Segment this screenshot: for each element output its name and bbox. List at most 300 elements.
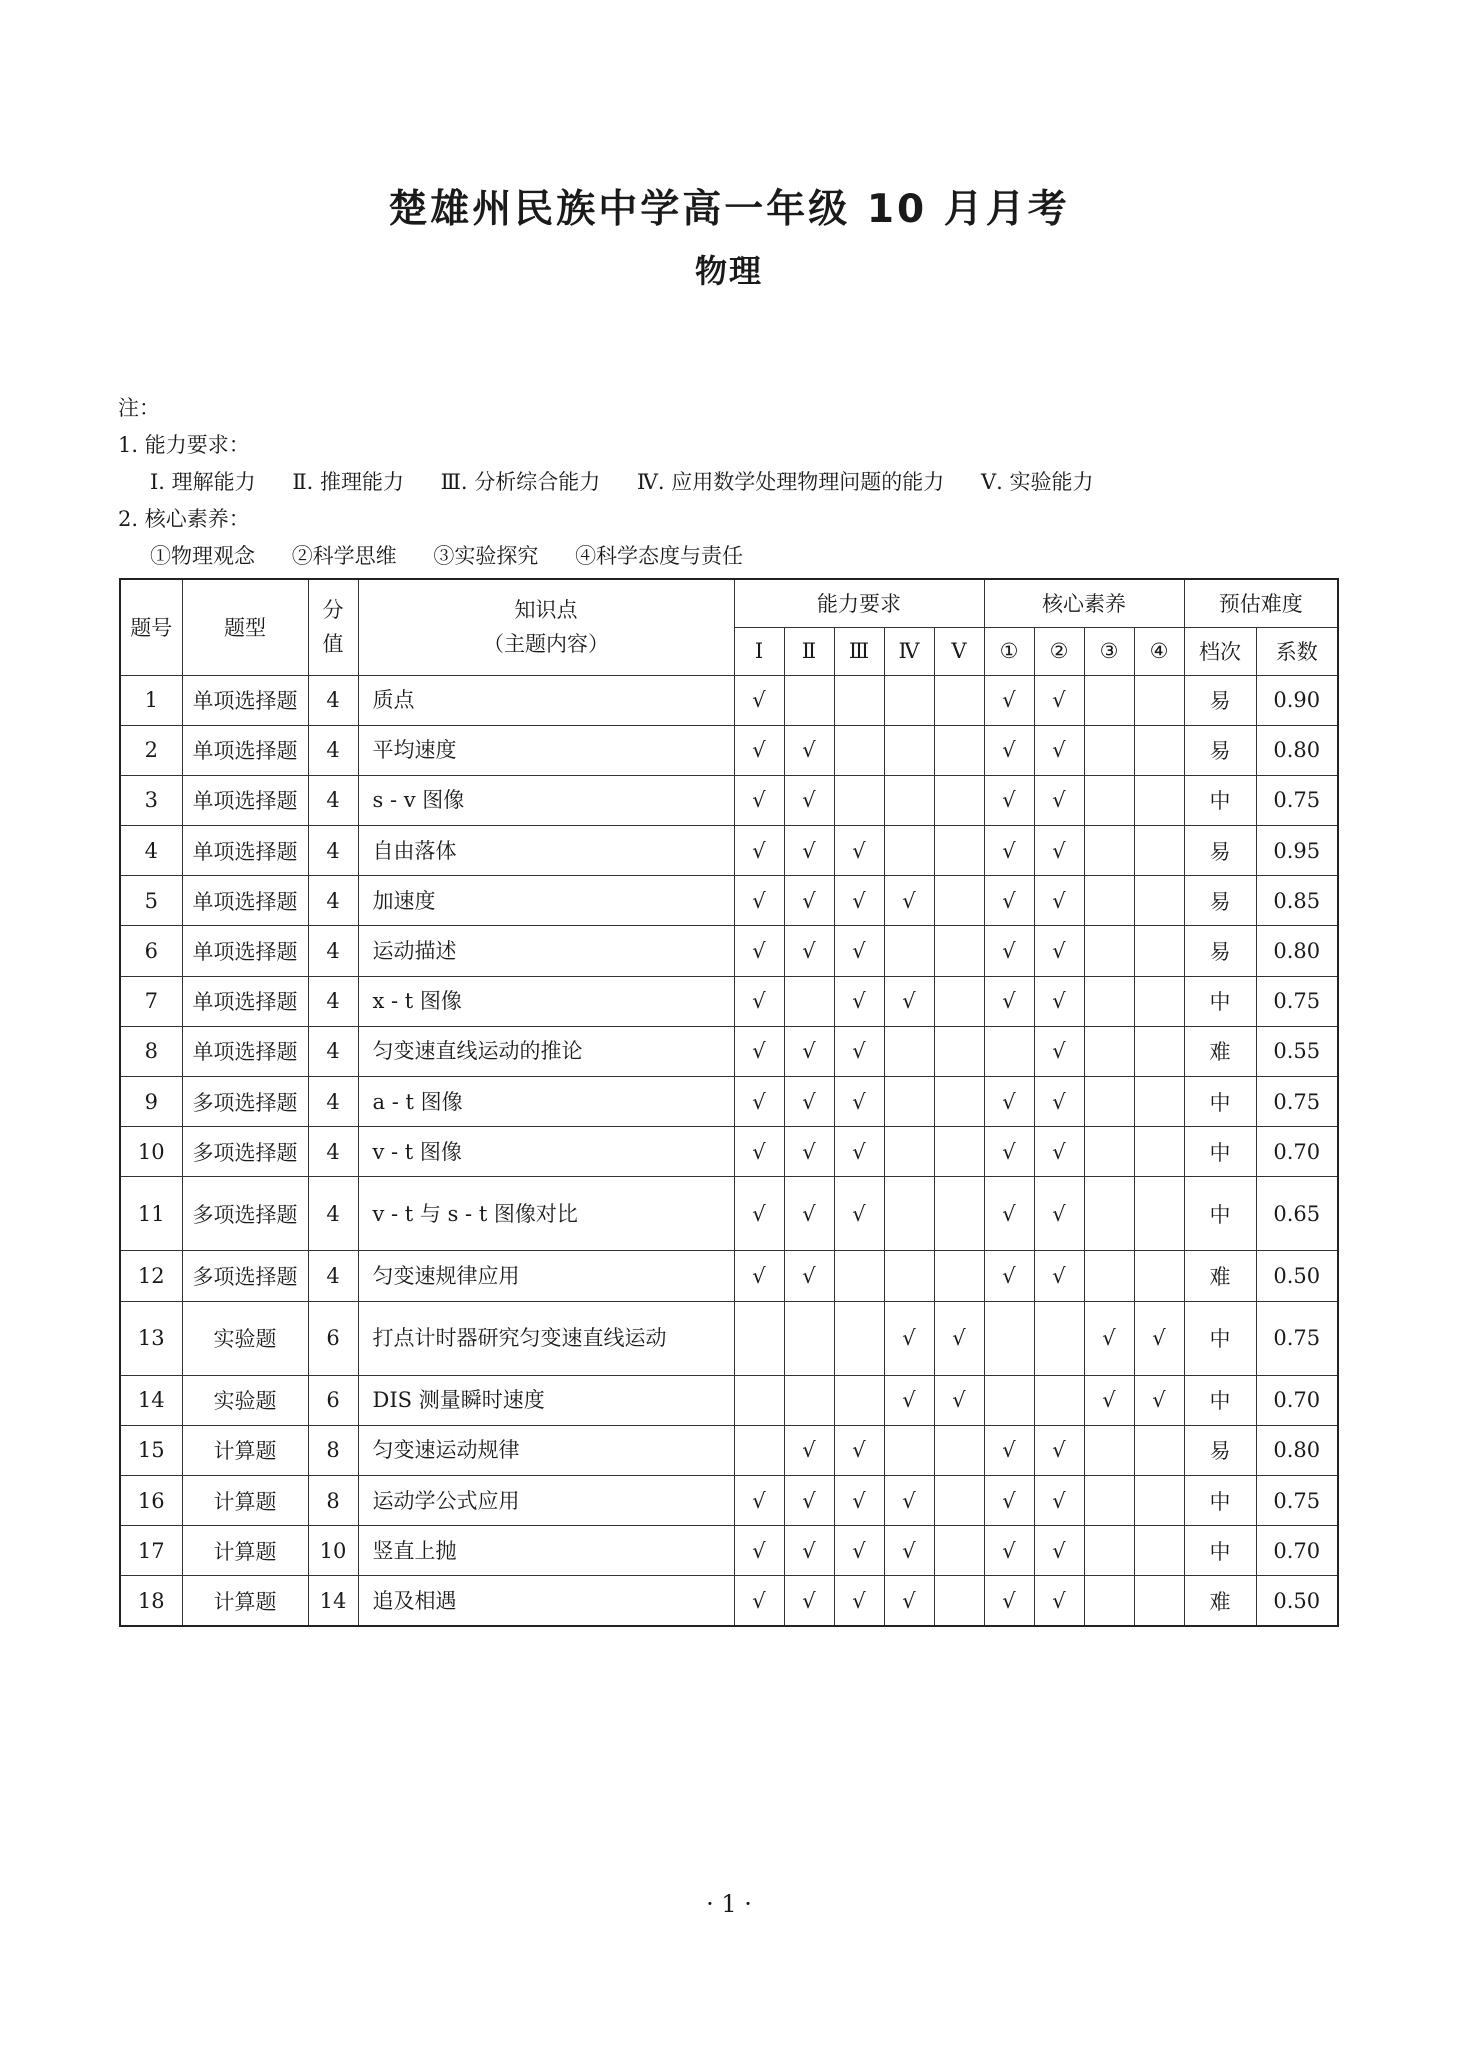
cell-ability-check: √ bbox=[834, 1077, 884, 1127]
header-coef: 系数 bbox=[1256, 627, 1338, 675]
cell-level: 中 bbox=[1184, 1526, 1256, 1576]
cell-ability-check: √ bbox=[784, 1576, 834, 1626]
cell-ability-check: √ bbox=[884, 1576, 934, 1626]
cell-coef: 0.70 bbox=[1256, 1375, 1338, 1425]
cell-ability-check bbox=[784, 1375, 834, 1425]
cell-coef: 0.80 bbox=[1256, 926, 1338, 976]
header-ability-col: Ⅰ bbox=[734, 627, 784, 675]
cell-num: 11 bbox=[120, 1177, 182, 1251]
header-score-top: 分 bbox=[322, 598, 344, 623]
header-ability: 能力要求 bbox=[734, 579, 984, 627]
cell-ability-check: √ bbox=[834, 876, 884, 926]
cell-coef: 0.75 bbox=[1256, 1077, 1338, 1127]
cell-literacy-check bbox=[1034, 1301, 1084, 1375]
cell-literacy-check bbox=[1084, 1077, 1134, 1127]
cell-num: 9 bbox=[120, 1077, 182, 1127]
cell-type: 实验题 bbox=[182, 1375, 308, 1425]
cell-literacy-check bbox=[1134, 1576, 1184, 1626]
cell-score: 4 bbox=[308, 1026, 358, 1076]
cell-coef: 0.55 bbox=[1256, 1026, 1338, 1076]
cell-ability-check bbox=[834, 675, 884, 725]
cell-type: 实验题 bbox=[182, 1301, 308, 1375]
cell-ability-check: √ bbox=[884, 1301, 934, 1375]
cell-ability-check bbox=[884, 1177, 934, 1251]
cell-literacy-check: √ bbox=[1034, 1077, 1084, 1127]
cell-ability-check: √ bbox=[734, 725, 784, 775]
cell-topic: 质点 bbox=[358, 675, 734, 725]
cell-num: 3 bbox=[120, 775, 182, 825]
cell-level: 中 bbox=[1184, 1077, 1256, 1127]
table-row bbox=[120, 1425, 1338, 1475]
cell-topic: 匀变速运动规律 bbox=[358, 1425, 734, 1475]
cell-type: 单项选择题 bbox=[182, 1026, 308, 1076]
cell-ability-check: √ bbox=[784, 1127, 834, 1177]
cell-literacy-check bbox=[1084, 675, 1134, 725]
cell-level: 中 bbox=[1184, 1301, 1256, 1375]
cell-level: 易 bbox=[1184, 926, 1256, 976]
header-literacy-col: ① bbox=[984, 627, 1034, 675]
cell-literacy-check bbox=[1134, 1026, 1184, 1076]
cell-type: 计算题 bbox=[182, 1425, 308, 1475]
cell-level: 易 bbox=[1184, 725, 1256, 775]
cell-literacy-check: √ bbox=[984, 976, 1034, 1026]
cell-literacy-check bbox=[1034, 1375, 1084, 1425]
cell-ability-check bbox=[884, 826, 934, 876]
cell-ability-check: √ bbox=[734, 1576, 784, 1626]
cell-type: 多项选择题 bbox=[182, 1127, 308, 1177]
cell-num: 18 bbox=[120, 1576, 182, 1626]
cell-ability-check bbox=[934, 725, 984, 775]
cell-literacy-check bbox=[1084, 926, 1134, 976]
cell-type: 单项选择题 bbox=[182, 976, 308, 1026]
cell-literacy-check: √ bbox=[984, 1425, 1034, 1475]
cell-literacy-check: √ bbox=[1034, 775, 1084, 825]
table-row bbox=[120, 1177, 1338, 1251]
cell-literacy-check: √ bbox=[1084, 1301, 1134, 1375]
cell-literacy-check bbox=[1134, 1526, 1184, 1576]
cell-literacy-check: √ bbox=[1134, 1301, 1184, 1375]
cell-type: 单项选择题 bbox=[182, 675, 308, 725]
document-subtitle: 物理 bbox=[694, 252, 763, 290]
cell-coef: 0.70 bbox=[1256, 1127, 1338, 1177]
cell-type: 计算题 bbox=[182, 1475, 308, 1525]
cell-ability-check bbox=[884, 675, 934, 725]
cell-type: 单项选择题 bbox=[182, 826, 308, 876]
cell-topic: 匀变速规律应用 bbox=[358, 1251, 734, 1301]
cell-level: 难 bbox=[1184, 1576, 1256, 1626]
cell-ability-check bbox=[884, 725, 934, 775]
cell-ability-check: √ bbox=[834, 1127, 884, 1177]
cell-literacy-check bbox=[1134, 1077, 1184, 1127]
cell-topic: 运动学公式应用 bbox=[358, 1475, 734, 1525]
cell-ability-check: √ bbox=[784, 926, 834, 976]
cell-literacy-check: √ bbox=[1034, 1425, 1084, 1475]
cell-topic: 竖直上抛 bbox=[358, 1526, 734, 1576]
cell-literacy-check bbox=[1134, 926, 1184, 976]
literacy-legend bbox=[118, 538, 1124, 575]
cell-ability-check bbox=[934, 1251, 984, 1301]
header-literacy-col: ② bbox=[1034, 627, 1084, 675]
cell-literacy-check: √ bbox=[1084, 1375, 1134, 1425]
cell-num: 5 bbox=[120, 876, 182, 926]
table-row bbox=[120, 1127, 1338, 1177]
cell-type: 单项选择题 bbox=[182, 775, 308, 825]
table-row bbox=[120, 1301, 1338, 1375]
cell-ability-check bbox=[934, 1077, 984, 1127]
notes-heading: 注： bbox=[118, 396, 160, 420]
cell-score: 6 bbox=[308, 1375, 358, 1425]
cell-literacy-check: √ bbox=[984, 725, 1034, 775]
cell-ability-check: √ bbox=[734, 1251, 784, 1301]
cell-literacy-check: √ bbox=[1034, 1127, 1084, 1177]
literacy-legend-item: ④科学态度与责任 bbox=[575, 544, 744, 568]
cell-ability-check: √ bbox=[734, 976, 784, 1026]
cell-score: 4 bbox=[308, 1177, 358, 1251]
cell-ability-check: √ bbox=[734, 1077, 784, 1127]
table-row bbox=[120, 826, 1338, 876]
cell-num: 8 bbox=[120, 1026, 182, 1076]
header-score-bottom: 值 bbox=[322, 632, 344, 657]
table-body bbox=[120, 675, 1338, 1626]
cell-ability-check: √ bbox=[784, 1026, 834, 1076]
header-score bbox=[308, 579, 358, 675]
header-ability-col: Ⅴ bbox=[934, 627, 984, 675]
cell-ability-check: √ bbox=[734, 1127, 784, 1177]
cell-ability-check bbox=[734, 1425, 784, 1475]
cell-ability-check bbox=[934, 1475, 984, 1525]
cell-literacy-check bbox=[1084, 775, 1134, 825]
cell-coef: 0.75 bbox=[1256, 775, 1338, 825]
table-row bbox=[120, 926, 1338, 976]
cell-ability-check: √ bbox=[884, 976, 934, 1026]
cell-coef: 0.75 bbox=[1256, 1475, 1338, 1525]
cell-ability-check: √ bbox=[784, 826, 834, 876]
cell-ability-check: √ bbox=[934, 1375, 984, 1425]
cell-ability-check: √ bbox=[734, 876, 784, 926]
cell-score: 4 bbox=[308, 1251, 358, 1301]
cell-literacy-check: √ bbox=[984, 876, 1034, 926]
cell-ability-check bbox=[784, 1301, 834, 1375]
cell-ability-check bbox=[934, 876, 984, 926]
header-topic bbox=[358, 579, 734, 675]
cell-ability-check bbox=[784, 976, 834, 1026]
cell-ability-check bbox=[934, 1177, 984, 1251]
spec-table bbox=[119, 578, 1339, 1627]
cell-literacy-check bbox=[984, 1301, 1034, 1375]
cell-literacy-check bbox=[1134, 876, 1184, 926]
cell-ability-check: √ bbox=[884, 876, 934, 926]
cell-literacy-check bbox=[1084, 1127, 1134, 1177]
cell-num: 14 bbox=[120, 1375, 182, 1425]
cell-score: 4 bbox=[308, 775, 358, 825]
cell-ability-check bbox=[884, 1127, 934, 1177]
cell-ability-check: √ bbox=[834, 1425, 884, 1475]
cell-literacy-check: √ bbox=[984, 1177, 1034, 1251]
header-type: 题型 bbox=[182, 579, 308, 675]
cell-ability-check: √ bbox=[834, 1576, 884, 1626]
cell-literacy-check bbox=[1134, 725, 1184, 775]
cell-score: 8 bbox=[308, 1475, 358, 1525]
cell-literacy-check bbox=[1084, 1251, 1134, 1301]
cell-literacy-check bbox=[1134, 1251, 1184, 1301]
header-literacy-col: ④ bbox=[1134, 627, 1184, 675]
header-ability-col: Ⅱ bbox=[784, 627, 834, 675]
cell-topic: x - t 图像 bbox=[358, 976, 734, 1026]
cell-coef: 0.50 bbox=[1256, 1576, 1338, 1626]
cell-ability-check: √ bbox=[784, 1077, 834, 1127]
cell-topic: v - t 与 s - t 图像对比 bbox=[358, 1177, 734, 1251]
cell-level: 难 bbox=[1184, 1026, 1256, 1076]
cell-num: 13 bbox=[120, 1301, 182, 1375]
table-row bbox=[120, 1475, 1338, 1525]
cell-num: 4 bbox=[120, 826, 182, 876]
cell-score: 4 bbox=[308, 976, 358, 1026]
ability-legend-item: Ⅰ. 理解能力 bbox=[150, 470, 256, 494]
cell-literacy-check bbox=[1134, 826, 1184, 876]
page-number: · 1 · bbox=[706, 1890, 752, 1918]
cell-ability-check bbox=[934, 976, 984, 1026]
table-row bbox=[120, 1375, 1338, 1425]
cell-literacy-check: √ bbox=[1034, 1526, 1084, 1576]
cell-score: 4 bbox=[308, 1127, 358, 1177]
cell-coef: 0.80 bbox=[1256, 1425, 1338, 1475]
cell-ability-check: √ bbox=[734, 1475, 784, 1525]
cell-ability-check: √ bbox=[784, 1475, 834, 1525]
cell-num: 6 bbox=[120, 926, 182, 976]
table-row bbox=[120, 1576, 1338, 1626]
table-row bbox=[120, 1026, 1338, 1076]
notes-section bbox=[118, 390, 1124, 575]
table-row bbox=[120, 1526, 1338, 1576]
cell-ability-check bbox=[834, 775, 884, 825]
literacy-legend-item: ②科学思维 bbox=[291, 544, 397, 568]
cell-literacy-check bbox=[1134, 1475, 1184, 1525]
document-title: 楚雄州民族中学高一年级 10 月月考 bbox=[388, 187, 1070, 232]
cell-ability-check bbox=[934, 775, 984, 825]
cell-ability-check: √ bbox=[834, 1475, 884, 1525]
cell-literacy-check: √ bbox=[984, 775, 1034, 825]
cell-literacy-check bbox=[1084, 1576, 1134, 1626]
cell-literacy-check: √ bbox=[984, 1251, 1034, 1301]
cell-score: 8 bbox=[308, 1425, 358, 1475]
cell-score: 6 bbox=[308, 1301, 358, 1375]
cell-literacy-check: √ bbox=[1034, 725, 1084, 775]
cell-ability-check: √ bbox=[734, 1177, 784, 1251]
cell-literacy-check bbox=[1134, 1425, 1184, 1475]
cell-literacy-check bbox=[1134, 1177, 1184, 1251]
cell-ability-check: √ bbox=[834, 1177, 884, 1251]
cell-topic: v - t 图像 bbox=[358, 1127, 734, 1177]
cell-ability-check bbox=[884, 1425, 934, 1475]
cell-ability-check bbox=[934, 1425, 984, 1475]
cell-level: 易 bbox=[1184, 675, 1256, 725]
ability-legend-item: Ⅳ. 应用数学处理物理问题的能力 bbox=[636, 470, 945, 494]
header-num: 题号 bbox=[120, 579, 182, 675]
cell-literacy-check: √ bbox=[1034, 926, 1084, 976]
cell-topic: 平均速度 bbox=[358, 725, 734, 775]
cell-ability-check bbox=[884, 775, 934, 825]
cell-level: 中 bbox=[1184, 1177, 1256, 1251]
header-literacy: 核心素养 bbox=[984, 579, 1184, 627]
cell-level: 中 bbox=[1184, 1127, 1256, 1177]
cell-score: 14 bbox=[308, 1576, 358, 1626]
cell-ability-check: √ bbox=[734, 1526, 784, 1576]
cell-ability-check: √ bbox=[784, 1177, 834, 1251]
cell-level: 易 bbox=[1184, 1425, 1256, 1475]
ability-legend-item: Ⅴ. 实验能力 bbox=[980, 470, 1094, 494]
header-topic-top: 知识点 bbox=[514, 598, 578, 623]
ability-legend bbox=[118, 464, 1124, 501]
cell-ability-check bbox=[784, 675, 834, 725]
cell-ability-check bbox=[834, 725, 884, 775]
cell-ability-check: √ bbox=[734, 775, 784, 825]
header-ability-col: Ⅲ bbox=[834, 627, 884, 675]
cell-ability-check: √ bbox=[784, 1526, 834, 1576]
table-row bbox=[120, 1077, 1338, 1127]
cell-literacy-check: √ bbox=[1034, 826, 1084, 876]
cell-type: 单项选择题 bbox=[182, 926, 308, 976]
header-level: 档次 bbox=[1184, 627, 1256, 675]
cell-score: 4 bbox=[308, 876, 358, 926]
cell-score: 4 bbox=[308, 826, 358, 876]
cell-ability-check bbox=[934, 675, 984, 725]
cell-ability-check: √ bbox=[934, 1301, 984, 1375]
cell-ability-check bbox=[834, 1375, 884, 1425]
cell-topic: 打点计时器研究匀变速直线运动 bbox=[358, 1301, 734, 1375]
cell-literacy-check: √ bbox=[984, 1526, 1034, 1576]
cell-coef: 0.85 bbox=[1256, 876, 1338, 926]
ability-heading: 1. 能力要求： bbox=[118, 433, 250, 457]
table-row bbox=[120, 1251, 1338, 1301]
literacy-heading: 2. 核心素养： bbox=[118, 507, 250, 531]
cell-literacy-check: √ bbox=[1034, 1177, 1084, 1251]
cell-literacy-check bbox=[1084, 1425, 1134, 1475]
cell-literacy-check bbox=[1134, 976, 1184, 1026]
header-topic-bottom: （主题内容） bbox=[483, 632, 609, 657]
cell-ability-check: √ bbox=[834, 826, 884, 876]
cell-ability-check bbox=[834, 1251, 884, 1301]
cell-type: 多项选择题 bbox=[182, 1177, 308, 1251]
cell-num: 17 bbox=[120, 1526, 182, 1576]
cell-coef: 0.50 bbox=[1256, 1251, 1338, 1301]
cell-ability-check: √ bbox=[884, 1526, 934, 1576]
cell-coef: 0.75 bbox=[1256, 976, 1338, 1026]
cell-literacy-check: √ bbox=[984, 1077, 1034, 1127]
cell-score: 4 bbox=[308, 926, 358, 976]
cell-literacy-check bbox=[984, 1026, 1034, 1076]
cell-topic: DIS 测量瞬时速度 bbox=[358, 1375, 734, 1425]
cell-literacy-check bbox=[1084, 725, 1134, 775]
header-difficulty: 预估难度 bbox=[1184, 579, 1338, 627]
cell-literacy-check bbox=[1134, 675, 1184, 725]
cell-ability-check bbox=[934, 926, 984, 976]
cell-ability-check: √ bbox=[884, 1375, 934, 1425]
cell-num: 1 bbox=[120, 675, 182, 725]
cell-literacy-check: √ bbox=[1034, 1576, 1084, 1626]
cell-literacy-check bbox=[1084, 1026, 1134, 1076]
cell-literacy-check: √ bbox=[984, 675, 1034, 725]
cell-ability-check bbox=[934, 1576, 984, 1626]
cell-topic: 运动描述 bbox=[358, 926, 734, 976]
cell-topic: 加速度 bbox=[358, 876, 734, 926]
cell-ability-check bbox=[834, 1301, 884, 1375]
header-literacy-col: ③ bbox=[1084, 627, 1134, 675]
cell-literacy-check: √ bbox=[984, 1576, 1034, 1626]
ability-legend-item: Ⅲ. 分析综合能力 bbox=[440, 470, 601, 494]
cell-ability-check: √ bbox=[784, 1425, 834, 1475]
cell-literacy-check bbox=[1084, 876, 1134, 926]
cell-literacy-check bbox=[1084, 1177, 1134, 1251]
cell-score: 4 bbox=[308, 1077, 358, 1127]
literacy-legend-item: ①物理观念 bbox=[150, 544, 255, 568]
cell-level: 难 bbox=[1184, 1251, 1256, 1301]
cell-type: 多项选择题 bbox=[182, 1077, 308, 1127]
cell-ability-check: √ bbox=[834, 1526, 884, 1576]
literacy-legend-item: ③实验探究 bbox=[433, 544, 539, 568]
cell-ability-check: √ bbox=[734, 826, 784, 876]
cell-level: 中 bbox=[1184, 1375, 1256, 1425]
cell-literacy-check bbox=[1084, 976, 1134, 1026]
cell-literacy-check bbox=[1084, 826, 1134, 876]
cell-num: 2 bbox=[120, 725, 182, 775]
cell-num: 15 bbox=[120, 1425, 182, 1475]
cell-literacy-check: √ bbox=[1034, 675, 1084, 725]
table-row bbox=[120, 976, 1338, 1026]
cell-ability-check bbox=[934, 826, 984, 876]
cell-literacy-check: √ bbox=[1034, 1475, 1084, 1525]
cell-ability-check: √ bbox=[834, 976, 884, 1026]
cell-ability-check: √ bbox=[884, 1475, 934, 1525]
cell-score: 4 bbox=[308, 675, 358, 725]
ability-legend-item: Ⅱ. 推理能力 bbox=[292, 470, 404, 494]
cell-ability-check bbox=[884, 1077, 934, 1127]
cell-type: 单项选择题 bbox=[182, 876, 308, 926]
cell-ability-check bbox=[884, 1026, 934, 1076]
cell-topic: 匀变速直线运动的推论 bbox=[358, 1026, 734, 1076]
cell-ability-check: √ bbox=[784, 1251, 834, 1301]
cell-ability-check bbox=[934, 1526, 984, 1576]
cell-score: 10 bbox=[308, 1526, 358, 1576]
cell-level: 中 bbox=[1184, 1475, 1256, 1525]
cell-num: 16 bbox=[120, 1475, 182, 1525]
cell-literacy-check: √ bbox=[984, 1475, 1034, 1525]
cell-type: 计算题 bbox=[182, 1526, 308, 1576]
cell-coef: 0.95 bbox=[1256, 826, 1338, 876]
cell-num: 12 bbox=[120, 1251, 182, 1301]
cell-literacy-check bbox=[984, 1375, 1034, 1425]
cell-ability-check bbox=[934, 1127, 984, 1177]
cell-ability-check bbox=[884, 926, 934, 976]
cell-score: 4 bbox=[308, 725, 358, 775]
cell-literacy-check: √ bbox=[1034, 876, 1084, 926]
cell-ability-check: √ bbox=[734, 1026, 784, 1076]
cell-topic: 追及相遇 bbox=[358, 1576, 734, 1626]
cell-ability-check bbox=[734, 1375, 784, 1425]
cell-level: 易 bbox=[1184, 876, 1256, 926]
cell-level: 中 bbox=[1184, 775, 1256, 825]
cell-coef: 0.70 bbox=[1256, 1526, 1338, 1576]
table-row bbox=[120, 775, 1338, 825]
cell-topic: a - t 图像 bbox=[358, 1077, 734, 1127]
cell-literacy-check: √ bbox=[984, 826, 1034, 876]
cell-ability-check: √ bbox=[784, 876, 834, 926]
cell-type: 多项选择题 bbox=[182, 1251, 308, 1301]
table-row bbox=[120, 725, 1338, 775]
cell-literacy-check: √ bbox=[1034, 976, 1084, 1026]
cell-coef: 0.65 bbox=[1256, 1177, 1338, 1251]
cell-ability-check: √ bbox=[784, 775, 834, 825]
header-ability-col: Ⅳ bbox=[884, 627, 934, 675]
